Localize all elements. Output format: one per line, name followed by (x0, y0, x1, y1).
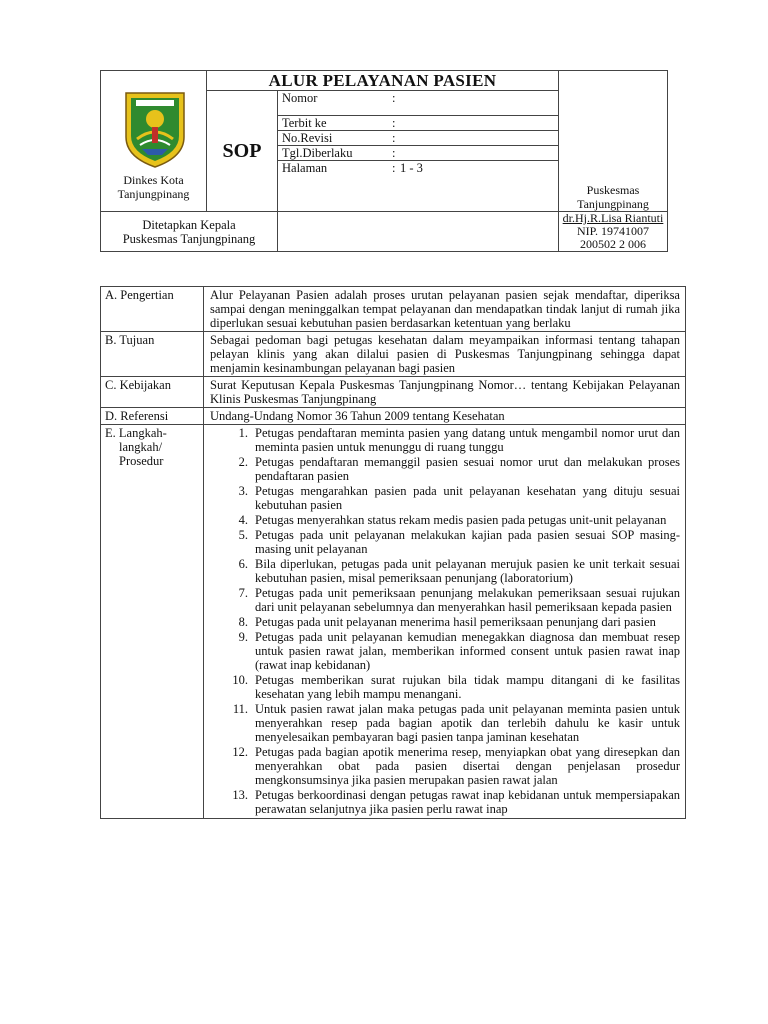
meta-row-nomor (278, 91, 559, 116)
puskesmas-line1: Puskesmas (586, 183, 640, 197)
ditetapkan-line1: Ditetapkan Kepala (142, 217, 236, 232)
empty-footer-cell (278, 212, 559, 252)
step-text: Petugas memberikan surat rujukan bila tidak mampu ditangani di ke fasilitas kesehatan yang lebih mampu menangani. (255, 673, 680, 701)
procedure-step (210, 630, 680, 672)
logo-cell (101, 71, 207, 212)
meta-row-revisi (278, 131, 559, 146)
step-number: 1. (238, 426, 248, 440)
meta-label: Terbit ke (282, 116, 327, 130)
meta-value: 1 - 3 (400, 161, 423, 175)
document-title: ALUR PELAYANAN PASIEN (207, 71, 559, 91)
meta-separator: : (392, 91, 396, 105)
meta-row-terbit (278, 116, 559, 131)
org-name-line1: Dinkes Kota (123, 173, 184, 187)
procedure-step (210, 673, 680, 701)
procedure-step (210, 586, 680, 614)
procedure-step (210, 484, 680, 512)
step-number: 6. (238, 557, 248, 571)
row-kebijakan (101, 377, 686, 408)
procedure-steps-list (210, 426, 680, 816)
meta-label: Nomor (282, 91, 318, 105)
sop-label: SOP (207, 91, 278, 212)
procedure-step (210, 745, 680, 787)
prosedur-label-line1: E. Langkah- (105, 426, 167, 440)
meta-separator: : (392, 161, 396, 175)
section-text: Undang-Undang Nomor 36 Tahun 2009 tentang Kesehatan (204, 408, 686, 425)
step-text: Petugas mengarahkan pasien pada unit pelayanan kesehatan yang dituju sesuai kebutuhan pasien (255, 484, 680, 512)
procedure-step (210, 615, 680, 629)
section-label: B. Tujuan (101, 332, 204, 377)
signature-cell (559, 212, 668, 252)
meta-separator: : (392, 116, 396, 130)
procedure-step (210, 426, 680, 454)
section-label: A. Pengertian (101, 287, 204, 332)
meta-row-tgl (278, 146, 559, 161)
meta-label: Tgl.Diberlaku (282, 146, 353, 160)
meta-row-halaman (278, 161, 559, 176)
puskesmas-line2: Tanjungpinang (577, 197, 649, 211)
step-text: Petugas pada unit pelayanan melakukan kajian pada pasien sesuai SOP masing-masing unit pelayanan (255, 528, 680, 556)
section-text: Sebagai pedoman bagi petugas kesehatan dalam meyampaikan informasi tentang tahapan pelayan klinis yang akan dilalui pasien di Puskesmas Tanjungpinang sehingga dapat menjamin kesinambungan pelayanan bagi pasien (204, 332, 686, 377)
step-text: Petugas pendaftaran meminta pasien yang datang untuk mengambil nomor urut dan meminta pasien untuk menunggu di ruang tunggu (255, 426, 680, 454)
step-text: Petugas pendaftaran memanggil pasien sesuai nomor urut dan melakukan proses pendaftaran pasien (255, 455, 680, 483)
row-tujuan (101, 332, 686, 377)
section-text: Surat Keputusan Kepala Puskesmas Tanjungpinang Nomor… tentang Kebijakan Pelayanan Klinis Puskesmas Tanjungpinang (204, 377, 686, 408)
step-number: 12. (232, 745, 248, 759)
meta-separator: : (392, 131, 396, 145)
step-number: 11. (232, 702, 248, 716)
prosedur-label-line2: langkah/ (119, 440, 163, 454)
step-text: Petugas menyerahkan status rekam medis pasien pada petugas unit-unit pelayanan (255, 513, 667, 527)
ditetapkan-line2: Puskesmas Tanjungpinang (122, 231, 256, 246)
section-label: D. Referensi (101, 408, 204, 425)
row-referensi (101, 408, 686, 425)
org-name-line2: Tanjungpinang (117, 187, 190, 201)
procedure-step (210, 788, 680, 816)
step-text: Petugas pada bagian apotik menerima resep, menyiapkan obat yang diresepkan dan menyerahkan obat pada pasien disertai dengan penjelasan prosedur mengkonsumsinya jika pasien merupakan pasien rawat jalan (255, 745, 680, 787)
procedure-steps-cell (204, 425, 686, 819)
step-text: Petugas pada unit pelayanan kemudian menegakkan diagnosa dan membuat resep untuk pasien rawat jalan, memberikan informed consent untuk pasien rawat inap (rawat inap kebidanan) (255, 630, 680, 672)
step-number: 9. (238, 630, 248, 644)
sop-header-table (100, 70, 668, 252)
meta-label: No.Revisi (282, 131, 333, 145)
procedure-step (210, 455, 680, 483)
step-number: 7. (238, 586, 248, 600)
row-pengertian (101, 287, 686, 332)
puskesmas-cell (559, 71, 668, 212)
section-text: Alur Pelayanan Pasien adalah proses urutan pelayanan pasien sejak mendaftar, diperiksa sampai dengan meninggalkan tempat pelayanan dan mendapatkan tindak lanjut di rumah jika diperlukan sesuai kebutuhan pasien berdasarkan ketentuan yang berlaku (204, 287, 686, 332)
row-prosedur (101, 425, 686, 819)
meta-label: Halaman (282, 161, 328, 175)
step-number: 13. (232, 788, 248, 802)
section-label (101, 425, 204, 819)
prosedur-label-line3: Prosedur (119, 454, 164, 468)
step-text: Untuk pasien rawat jalan maka petugas pada unit pelayanan meminta pasien untuk menyerahkan resep pada bagian apotik dan terlebih dahulu ke kasir untuk menyelesaikan pembayaran bagi pasien tanpa jaminan kesehatan (255, 702, 680, 744)
procedure-step (210, 702, 680, 744)
step-number: 2. (238, 455, 248, 469)
step-number: 3. (238, 484, 248, 498)
org-name (101, 173, 206, 201)
signer-name: dr.Hj.R.Lisa Riantuti (562, 211, 664, 225)
step-number: 8. (238, 615, 248, 629)
step-text: Petugas pada unit pemeriksaan penunjang melakukan pemeriksaan sesuai rujukan dari unit pelayanan sebelumnya dan menyerahkan hasil pemeriksaan kepada pasien (255, 586, 680, 614)
section-label: C. Kebijakan (101, 377, 204, 408)
step-number: 4. (238, 513, 248, 527)
step-text: Petugas berkoordinasi dengan petugas rawat inap kebidanan untuk mempersiapakan perawatan selanjutnya jika pasien perlu rawat inap (255, 788, 680, 816)
dinkes-logo-emblem-icon (122, 89, 188, 169)
step-text: Petugas pada unit pelayanan menerima hasil pemeriksaan penunjang dari pasien (255, 615, 656, 629)
ditetapkan-cell (101, 212, 278, 252)
procedure-step (210, 528, 680, 556)
step-text: Bila diperlukan, petugas pada unit pelayanan merujuk pasien ke unit terkait sesuai kebutuhan pasien, misal pemeriksaan penunjang (laboratorium) (255, 557, 680, 585)
procedure-step (210, 513, 680, 527)
meta-separator: : (392, 146, 396, 160)
sop-content-table (100, 286, 686, 819)
procedure-step (210, 557, 680, 585)
step-number: 5. (238, 528, 248, 542)
signer-nip: NIP. 19741007 200502 2 006 (576, 224, 649, 251)
meta-spacer (278, 175, 559, 212)
step-number: 10. (232, 673, 248, 687)
